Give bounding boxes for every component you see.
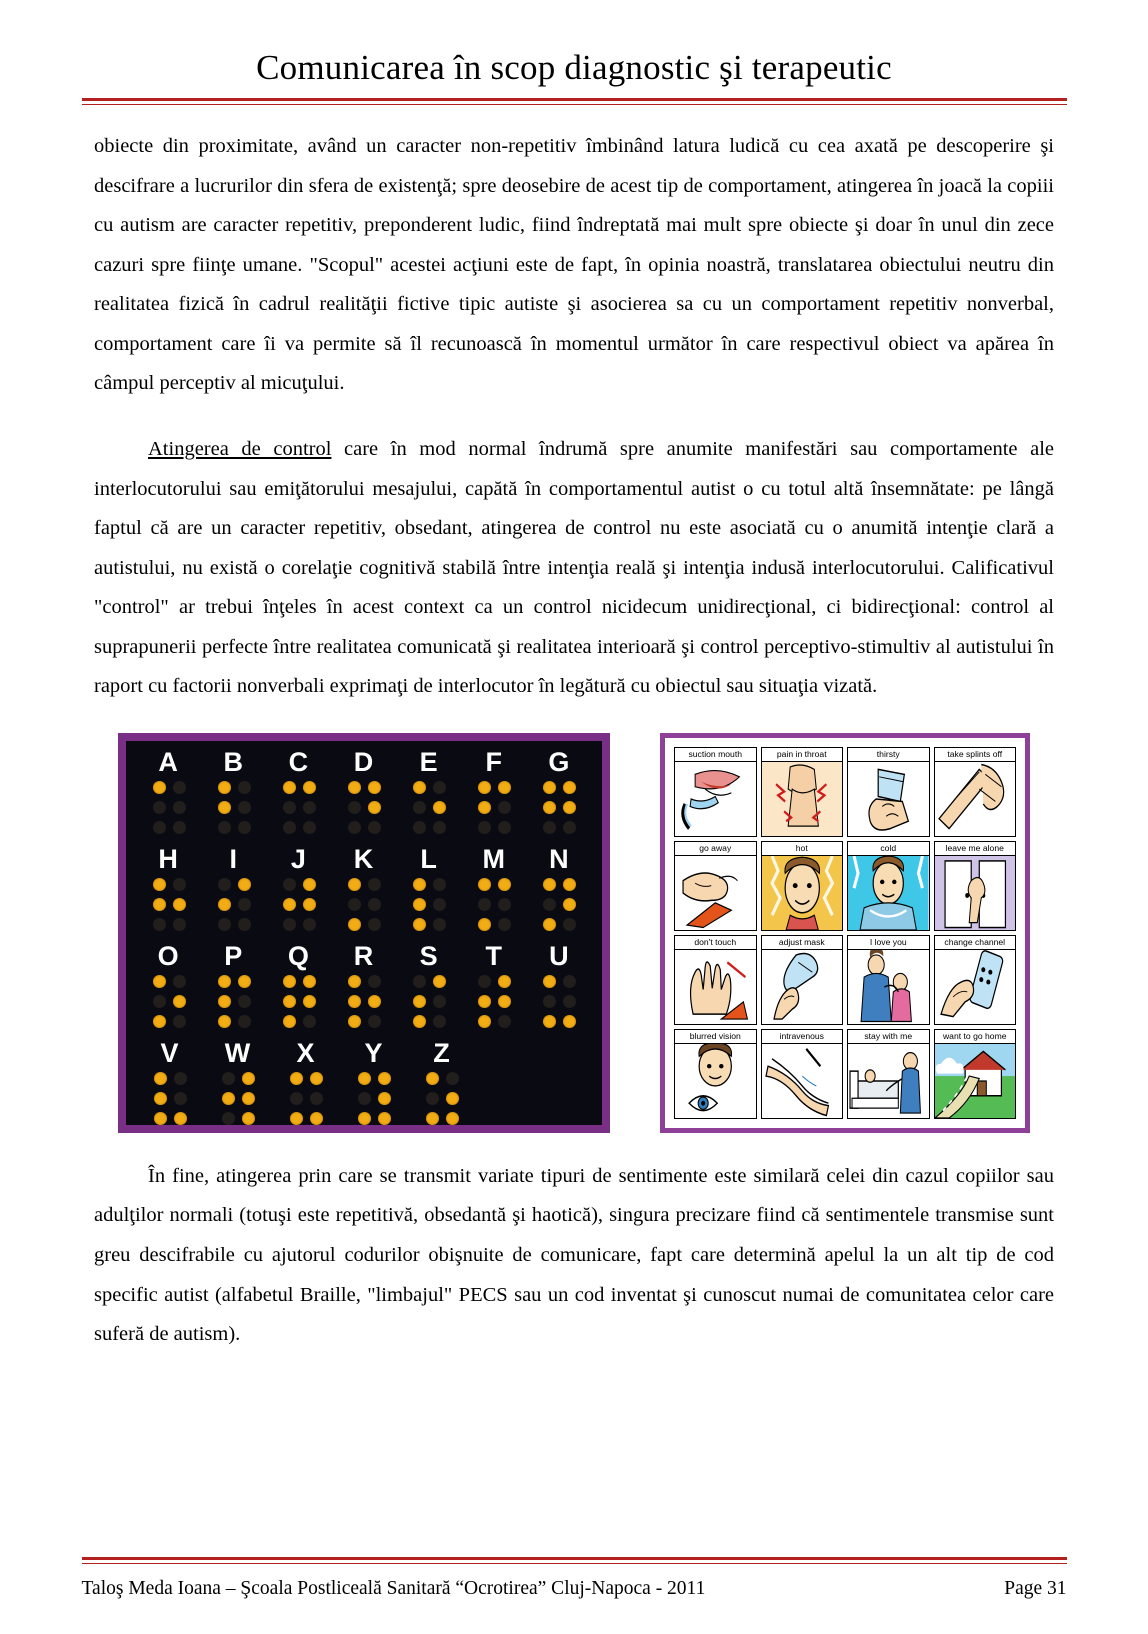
remote-control-icon <box>935 950 1016 1024</box>
braille-dots <box>281 975 317 1033</box>
braille-letter: G <box>548 746 571 777</box>
header-divider <box>82 98 1067 105</box>
paragraph-1: obiecte din proximitate, având un caracter non-repetitiv îmbinând latura ludică cu cea axată pe descoperire şi descifrare a lucrurilor din sfera de existenţă; spre deosebire de acest tip de comportament, atingerea în joacă la copiii cu autism are caracter repetitiv, preponderent ludic, fiind îndreptată mai mult spre obiecte şi doar în unul din zece cazuri spre fiinţe umane. "Scopul" acestei acţiuni este de fapt, în opinia noastră, translatarea obiectului neutru din realitatea fizică în cadrul realităţii fictive tipic autiste şi asocierea sa cu un comportament repetitiv nonverbal, comportament care îi va permite să îl recunoască în momentul următor în care respectivul obiect va apărea în câmpul perceptiv al micuţului. <box>94 135 1054 395</box>
figures-row <box>94 733 1054 1133</box>
braille-dots <box>476 781 512 839</box>
footer-page-number: Page 31 <box>1004 1578 1067 1599</box>
blurred-eye-icon <box>675 1044 756 1118</box>
braille-dots <box>281 878 317 936</box>
braille-letter: E <box>419 746 439 777</box>
braille-letter: O <box>157 940 180 971</box>
pecs-card-label: suction mouth <box>675 748 756 762</box>
braille-cell-o <box>136 941 201 1038</box>
braille-dots <box>476 975 512 1033</box>
pecs-card <box>761 747 844 837</box>
braille-letter: D <box>353 746 375 777</box>
braille-dots <box>411 878 447 936</box>
paragraph-2-rest: care în mod normal îndrumă spre anumite manifestări sau comportamente ale interlocutorului sau emiţătorului mesajului, capătă în comportamentul autist o cu totul altă însemnătate: pe lângă faptul că are un caracter repetitiv, obsedant, atingerea de control nu este asociată cu o anumită intenţie clară a autistului, nu există o corelaţie cognitivă stabilă între intenţia reală şi intenţia indusă interlocutorului. Calificativul "control" ar trebui înţeles în acest context ca un control nicidecum unidirecţional, ci bidirecţional: control al suprapunerii perfecte între realitatea comunicată şi realitatea interioară şi control perceptivo-stimultiv al autistului în raport cu factorii nonverbali exprimaţi de interlocutor în legătură cu obiectul sau situaţia vizată. <box>94 437 1055 698</box>
pecs-card <box>674 1029 757 1119</box>
braille-cell-f <box>462 747 527 844</box>
braille-dots <box>411 781 447 839</box>
braille-dots <box>424 1072 460 1130</box>
footer-divider <box>82 1557 1067 1564</box>
braille-cell-x <box>272 1038 340 1135</box>
pecs-card-label: leave me alone <box>935 842 1016 856</box>
pecs-card-label: thirsty <box>848 748 929 762</box>
braille-row <box>136 941 592 1038</box>
braille-letter: A <box>158 746 179 777</box>
braille-cell-j <box>266 844 331 941</box>
paragraph-2 <box>94 430 1054 707</box>
pecs-card <box>847 841 930 931</box>
paragraph-2-term: Atingerea de control <box>148 437 332 460</box>
braille-dots <box>411 975 447 1033</box>
pecs-card-label: take splints off <box>935 748 1016 762</box>
braille-dots <box>152 1072 188 1130</box>
braille-letter: Z <box>433 1037 451 1068</box>
pecs-card-label: blurred vision <box>675 1030 756 1044</box>
paragraph-3: În fine, atingerea prin care se transmit variate tipuri de sentimente este similară celei din cazul copiilor sau adulţilor normali (totuşi este repetitivă, obsedantă şi haotică), singura precizare fiind că sentimentele transmise sunt greu descifrabile cu ajutorul codurilor obişnuite de comunicare, fapt care determină apelul la un alt tip de cod specific autist (alfabetul Braille, "limbajul" PECS sau un cod inventat şi cunoscut numai de comunitatea celor care suferă de autism). <box>94 1164 1054 1346</box>
braille-letter: Q <box>287 940 310 971</box>
braille-letter: R <box>353 940 375 971</box>
braille-cell-i <box>201 844 266 941</box>
pecs-card <box>847 1029 930 1119</box>
braille-cell-p <box>201 941 266 1038</box>
braille-letter: I <box>229 843 238 874</box>
pecs-card-label: change channel <box>935 936 1016 950</box>
bedside-visit-icon <box>848 1044 929 1118</box>
braille-letter: U <box>549 940 570 971</box>
hot-face-icon <box>762 856 843 930</box>
braille-cell-t <box>462 941 527 1038</box>
pecs-card <box>934 841 1017 931</box>
braille-letter: H <box>158 843 179 874</box>
braille-dots <box>288 1072 324 1130</box>
braille-cell-q <box>266 941 331 1038</box>
pecs-card-label: want to go home <box>935 1030 1016 1044</box>
braille-dots <box>216 975 252 1033</box>
house-road-icon <box>935 1044 1016 1118</box>
pointing-hand-icon <box>675 856 756 930</box>
braille-dots <box>151 975 187 1033</box>
braille-letter: S <box>419 940 439 971</box>
cold-face-icon <box>848 856 929 930</box>
braille-row <box>136 844 592 941</box>
braille-dots <box>346 975 382 1033</box>
braille-dots <box>346 781 382 839</box>
pecs-card-label: don't touch <box>675 936 756 950</box>
braille-letter: C <box>288 746 310 777</box>
braille-letter: V <box>160 1037 180 1068</box>
braille-cell-l <box>397 844 462 941</box>
braille-dots <box>216 781 252 839</box>
braille-dots <box>151 878 187 936</box>
braille-cell-r <box>331 941 396 1038</box>
braille-letter: P <box>224 940 244 971</box>
pecs-card-label: cold <box>848 842 929 856</box>
pecs-card <box>847 747 930 837</box>
braille-letter: F <box>485 746 504 777</box>
braille-cell-c <box>266 747 331 844</box>
drinking-cup-icon <box>848 762 929 836</box>
braille-cell-w <box>204 1038 272 1135</box>
braille-cell-z <box>408 1038 476 1135</box>
footer-row <box>82 1564 1067 1634</box>
page-title: Comunicarea în scop diagnostic şi terapeutic <box>256 48 892 87</box>
mouth-suction-icon <box>675 762 756 836</box>
braille-cell-d <box>331 747 396 844</box>
braille-cell-e <box>397 747 462 844</box>
braille-cell-u <box>527 941 592 1038</box>
braille-letter: T <box>485 940 504 971</box>
braille-letter: N <box>549 843 570 874</box>
oxygen-mask-icon <box>762 950 843 1024</box>
braille-dots <box>541 781 577 839</box>
pecs-card <box>934 1029 1017 1119</box>
braille-dots <box>346 878 382 936</box>
braille-row <box>136 747 592 844</box>
pecs-card <box>674 841 757 931</box>
pecs-card-label: pain in throat <box>762 748 843 762</box>
braille-letter: L <box>420 843 438 874</box>
pecs-card <box>934 747 1017 837</box>
braille-letter: Y <box>364 1037 384 1068</box>
braille-dots <box>541 975 577 1033</box>
throat-pain-icon <box>762 762 843 836</box>
braille-letter: M <box>482 843 507 874</box>
door-leaving-icon <box>935 856 1016 930</box>
braille-dots <box>541 878 577 936</box>
braille-cell-n <box>527 844 592 941</box>
pecs-card <box>674 747 757 837</box>
pecs-grid <box>674 747 1016 1119</box>
pecs-card-label: go away <box>675 842 756 856</box>
braille-letter: J <box>290 843 307 874</box>
braille-cell-k <box>331 844 396 941</box>
braille-cell-v <box>136 1038 204 1135</box>
braille-dots <box>281 781 317 839</box>
braille-cell-h <box>136 844 201 941</box>
hug-people-icon <box>848 950 929 1024</box>
pecs-card-label: intravenous <box>762 1030 843 1044</box>
braille-cell-g <box>527 747 592 844</box>
pecs-communication-board <box>660 733 1030 1133</box>
braille-letter: K <box>353 843 375 874</box>
braille-cell-b <box>201 747 266 844</box>
document-body <box>94 105 1054 1355</box>
braille-letter: X <box>296 1037 316 1068</box>
pecs-card-label: hot <box>762 842 843 856</box>
pecs-card-label: adjust mask <box>762 936 843 950</box>
braille-cell-a <box>136 747 201 844</box>
pecs-card <box>674 935 757 1025</box>
pecs-card <box>761 935 844 1025</box>
braille-dots <box>356 1072 392 1130</box>
braille-row <box>136 1038 592 1135</box>
page-footer <box>0 1557 1148 1634</box>
braille-dots <box>476 878 512 936</box>
braille-dots <box>216 878 252 936</box>
braille-letter: W <box>224 1037 252 1068</box>
pecs-card <box>934 935 1017 1025</box>
braille-letter: B <box>223 746 244 777</box>
braille-dots <box>220 1072 256 1130</box>
pecs-card <box>847 935 930 1025</box>
splint-removal-icon <box>935 762 1016 836</box>
iv-arm-icon <box>762 1044 843 1118</box>
braille-cell-m <box>462 844 527 941</box>
pecs-card-label: stay with me <box>848 1030 929 1044</box>
pecs-card <box>761 1029 844 1119</box>
braille-cell-y <box>340 1038 408 1135</box>
braille-alphabet-figure <box>118 733 610 1133</box>
braille-dots <box>151 781 187 839</box>
pecs-card-label: I love you <box>848 936 929 950</box>
pecs-card <box>761 841 844 931</box>
no-touch-hand-icon <box>675 950 756 1024</box>
braille-cell-s <box>397 941 462 1038</box>
footer-author: Taloş Meda Ioana – Şcoala Postliceală Sanitară “Ocrotirea” Cluj-Napoca - 2011 <box>81 1578 706 1599</box>
